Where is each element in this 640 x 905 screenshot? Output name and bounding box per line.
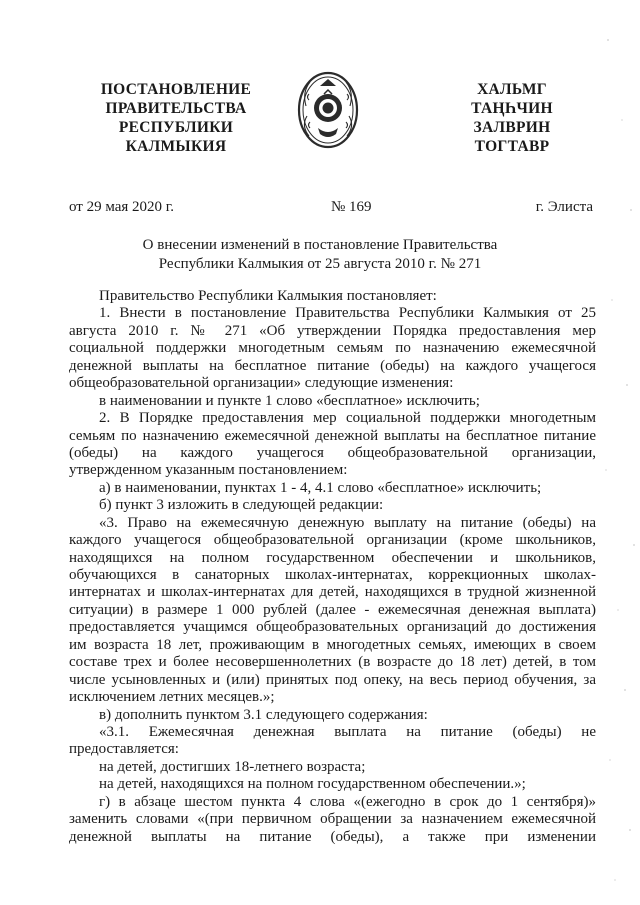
header-right-line-1: ХАЛЬМГ xyxy=(477,81,547,98)
body-line: заменить словами «(при первичном обращении за назначением ежемесячной xyxy=(69,811,596,828)
scan-noise xyxy=(600,0,640,905)
body-line: (обеды) на каждого учащегося общеобразовательной организации, xyxy=(69,444,596,461)
body-line: предоставляется учащимся общеобразовательных организаций до достижения xyxy=(69,619,596,636)
body-line: денежной выплаты на бесплатное питание (обеды) на каждого учащегося xyxy=(69,357,596,374)
body-line: общеобразовательной организации» следующие изменения: xyxy=(69,375,454,392)
body-line: августа 2010 г. № 271 «Об утверждении Порядка предоставления мер xyxy=(69,322,596,339)
body-line: предоставляется: xyxy=(69,741,179,758)
document-date: от 29 мая 2020 г. xyxy=(69,199,175,215)
body-line: в наименовании и пункте 1 слово «бесплатное» исключить; xyxy=(99,392,480,409)
body-line: социальной поддержки многодетным семьям по назначению ежемесячной xyxy=(69,340,596,357)
body-line: г) в абзаце шестом пункта 4 слова «(ежегодно в срок до 1 сентября)» xyxy=(99,793,596,810)
document-body xyxy=(69,288,596,846)
header-left-line-4: КАЛМЫКИЯ xyxy=(125,138,227,155)
body-line: обучающихся в санаторных школах-интернатах, коррекционных школах- xyxy=(69,567,596,583)
body-line: интернатах и школах-интернатах для детей, находящихся в трудной жизненной xyxy=(69,584,596,601)
body-line: 2. В Порядке предоставления мер социальной поддержки многодетным xyxy=(99,410,596,427)
body-line: семьям по назначению ежемесячной денежной выплаты на бесплатное питание xyxy=(69,427,596,444)
body-line: 1. Внести в постановление Правительства Республики Калмыкия от 25 xyxy=(99,305,596,322)
body-line: находящихся на полном государственном обеспечении и школьников, xyxy=(69,549,596,566)
document-city: г. Элиста xyxy=(535,199,593,215)
coat-of-arms-icon xyxy=(296,70,360,150)
header-left-line-3: РЕСПУБЛИКИ xyxy=(118,119,234,136)
body-line: Правительство Республики Калмыкия постановляет: xyxy=(99,288,437,304)
document-number: № 169 xyxy=(331,199,372,215)
body-line: утвержденном указанным постановлением: xyxy=(69,462,348,479)
body-line: денежной выплаты на питание (обеды), а также при изменении xyxy=(69,828,596,845)
header-right-line-3: ЗАЛВРИН xyxy=(473,119,551,136)
body-line: исключением летних месяцев.»; xyxy=(69,689,275,706)
header-right-line-2: ТАҢҺЧИН xyxy=(471,100,553,117)
body-line: каждого учащегося общеобразовательной организации (кроме школьников, xyxy=(69,532,596,549)
body-line: в) дополнить пунктом 3.1 следующего содержания: xyxy=(99,706,428,723)
body-line: ситуации) в размере 1 000 рублей (далее - ежемесячная денежная выплата) xyxy=(69,601,596,618)
title-line-2: Республики Калмыкия от 25 августа 2010 г. № 271 xyxy=(158,256,482,272)
body-line: на детей, находящихся на полном государственном обеспечении.»; xyxy=(99,776,526,793)
body-line: составе трех и более несовершеннолетних (в возрасте до 18 лет) детей, в том xyxy=(69,654,596,671)
header-right-line-4: ТОГТАВР xyxy=(474,138,550,155)
header-left-line-1: ПОСТАНОВЛЕНИЕ xyxy=(100,81,252,98)
body-line: числе усыновленных и (или) принятых под опеку, на весь период обучения, за xyxy=(69,671,596,688)
document-title xyxy=(60,236,580,274)
body-line: б) пункт 3 изложить в следующей редакции: xyxy=(99,497,384,514)
body-line: «3. Право на ежемесячную денежную выплату на питание (обеды) на xyxy=(99,514,596,531)
header-left xyxy=(92,80,260,156)
dateline xyxy=(69,199,593,217)
body-line: «3.1. Ежемесячная денежная выплата на питание (обеды) не xyxy=(99,723,596,740)
body-line: им возраста 18 лет, проживающим в многодетных семьях, имеющих в своем xyxy=(69,636,596,653)
body-line: на детей, достигших 18-летнего возраста; xyxy=(99,758,366,775)
header-left-line-2: ПРАВИТЕЛЬСТВА xyxy=(105,100,247,117)
body-line: а) в наименовании, пунктах 1 - 4, 4.1 слово «бесплатное» исключить; xyxy=(99,479,542,496)
title-line-1: О внесении изменений в постановление Правительства xyxy=(142,237,498,253)
header-right xyxy=(456,80,568,156)
